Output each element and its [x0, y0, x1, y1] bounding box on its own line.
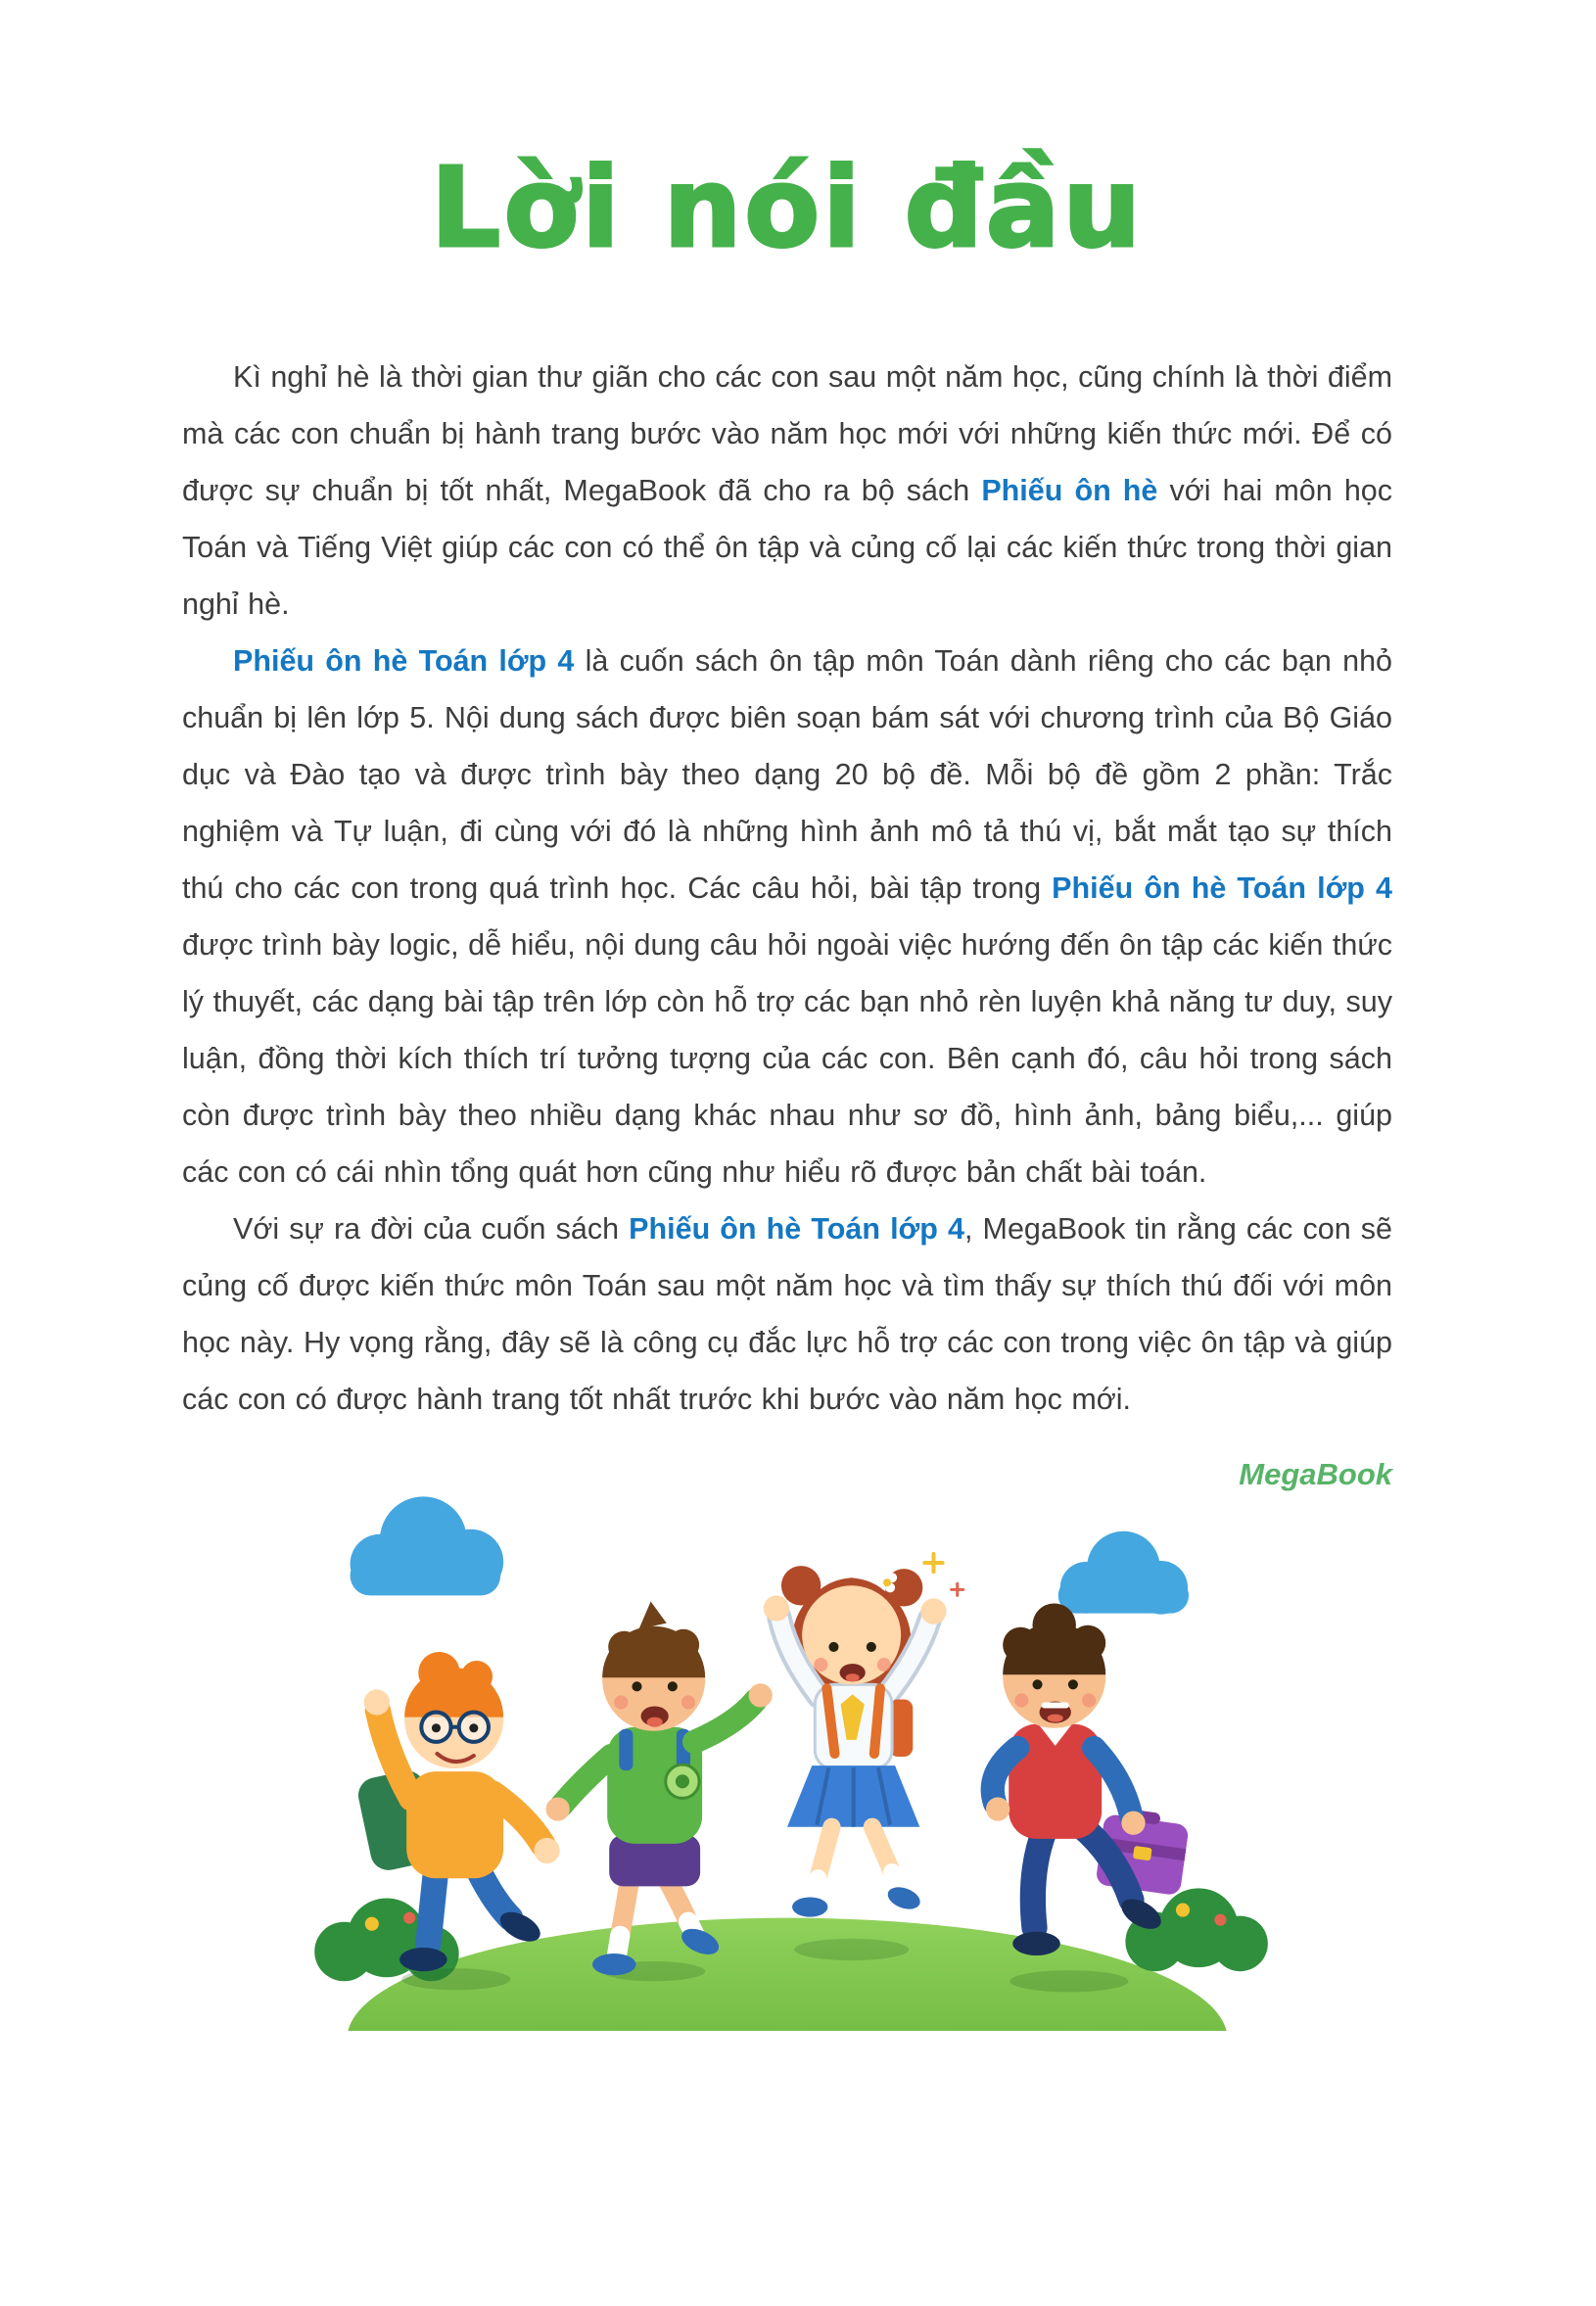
cloud-icon: [351, 1496, 504, 1595]
children-jumping-illustration: [293, 1477, 1282, 2031]
cloud-icon: [1058, 1531, 1189, 1615]
signature: MegaBook: [1239, 1457, 1392, 1491]
page-title: Lời nói đầu: [430, 145, 1145, 272]
preface-paragraph-2: Phiếu ôn hè Toán lớp 4 là cuốn sách ôn tập môn Toán dành riêng cho các bạn nhỏ chuẩn bị lên lớp 5. Nội dung sách được biên soạn bám sát với chương trình của Bộ Giáo dục và Đào tạo và được trình bày theo dạng 20 bộ đề. Mỗi bộ đề gồm 2 phần: Trắc nghiệm và Tự luận, đi cùng với đó là những hình ảnh mô tả thú vị, bắt mắt tạo sự thích thú cho các con trong quá trình học. Các câu hỏi, bài tập trong Phiếu ôn hè Toán lớp 4 được trình bày logic, dễ hiểu, nội dung câu hỏi ngoài việc hướng đến ôn tập các kiến thức lý thuyết, các dạng bài tập trên lớp còn hỗ trợ các bạn nhỏ rèn luyện khả năng tư duy, suy luận, đồng thời kích thích trí tưởng tượng của các con. Bên cạnh đó, câu hỏi trong sách còn được trình bày theo nhiều dạng khác nhau như sơ đồ, hình ảnh, bảng biểu,... giúp các con có cái nhìn tổng quát hơn cũng như hiểu rõ được bản chất bài toán.: [182, 644, 1393, 1189]
children-illustration: [182, 1477, 1392, 2031]
preface-paragraph-1: Kì nghỉ hè là thời gian thư giãn cho các con sau một năm học, cũng chính là thời điểm mà các con chuẩn bị hành trang bước vào năm học mới với những kiến thức mới. Để có được sự chuẩn bị tốt nhất, MegaBook đã cho ra bộ sách Phiếu ôn hè với hai môn học Toán và Tiếng Việt giúp các con có thể ôn tập và củng cố lại các kiến thức trong thời gian nghỉ hè.: [182, 360, 1392, 621]
child-jumping-girl: [764, 1554, 963, 1917]
preface-paragraph-3: Với sự ra đời của cuốn sách Phiếu ôn hè Toán lớp 4, MegaBook tin rằng các con sẽ củng cố được kiến thức môn Toán sau một năm học và tìm thấy sự thích thú đối với môn học này. Hy vọng rằng, đây sẽ là công cụ đắc lực hỗ trợ các con trong việc ôn tập và giúp các con có được hành trang tốt nhất trước khi bước vào năm học mới.: [182, 1212, 1393, 1416]
child-red-vest-boy: [986, 1603, 1191, 1955]
